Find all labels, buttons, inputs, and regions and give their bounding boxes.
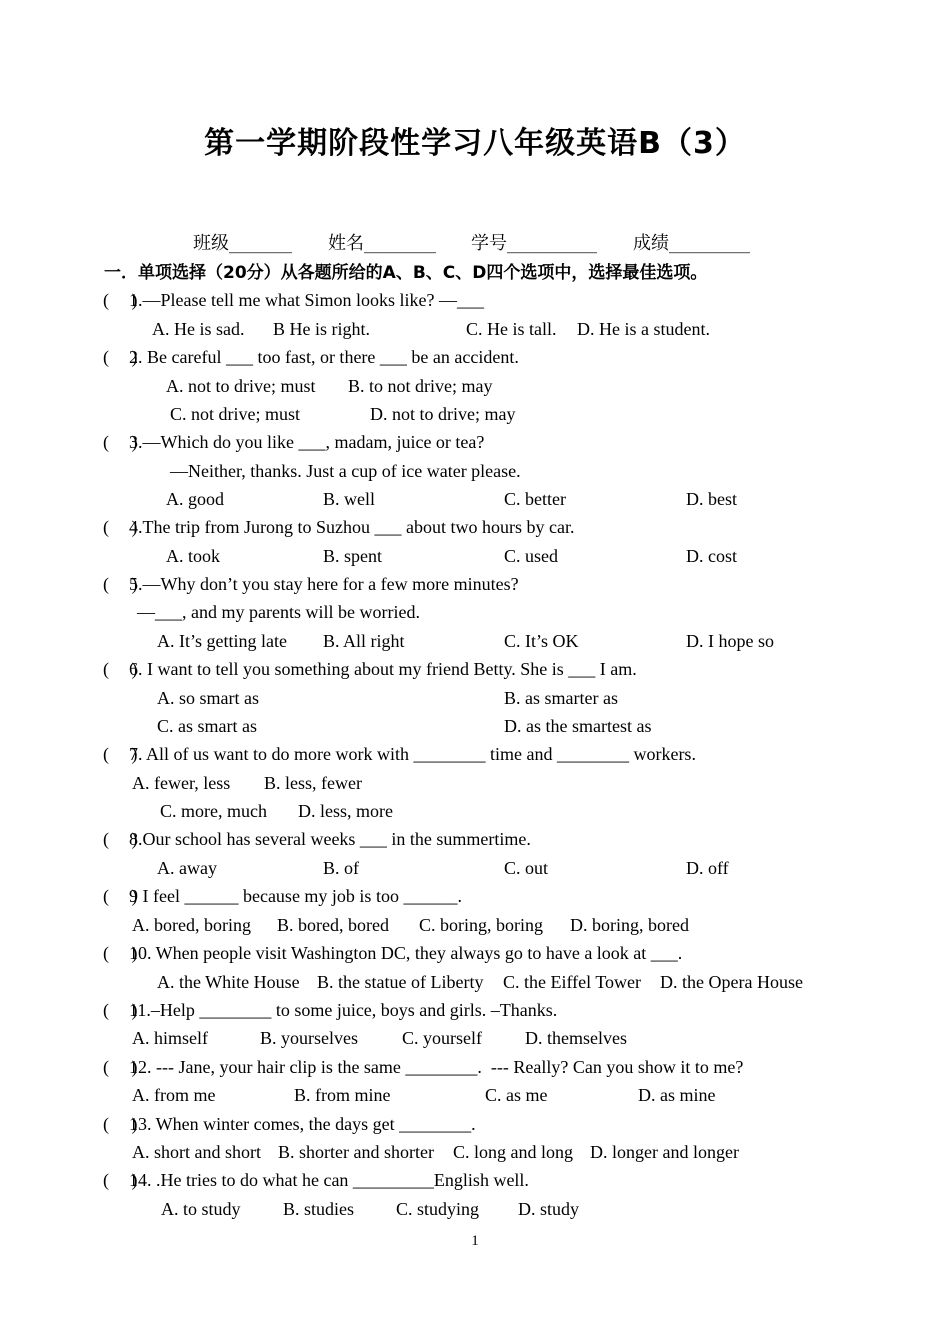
section-heading: 一．单项选择（20分）从各题所给的A、B、C、D四个选项中，选择最佳选项。: [104, 263, 708, 283]
question-stem: 9 I feel ______ because my job is too ______.: [129, 886, 462, 906]
answer-bracket[interactable]: ( ): [103, 1057, 138, 1077]
option-d: D. less, more: [298, 801, 393, 821]
question-stem: 14. .He tries to do what he can _________English well.: [129, 1170, 529, 1190]
option-c: C. not drive; must: [170, 404, 300, 424]
option-b: B. less, fewer: [264, 773, 362, 793]
option-a: A. bored, boring: [132, 915, 251, 935]
option-c: C. long and long: [453, 1142, 573, 1162]
option-c: C. better: [504, 489, 566, 509]
option-b: B He is right.: [273, 319, 370, 339]
option-b: B. the statue of Liberty: [317, 972, 484, 992]
question-stem: 7. All of us want to do more work with ________ time and ________ workers.: [129, 744, 696, 764]
option-d: D. themselves: [525, 1028, 627, 1048]
question-stem: 2. Be careful ___ too fast, or there ___ be an accident.: [129, 347, 519, 367]
option-d: D. as mine: [638, 1085, 716, 1105]
answer-bracket[interactable]: ( ): [103, 574, 138, 594]
option-b: B. to not drive; may: [348, 376, 493, 396]
option-d: D. as the smartest as: [504, 716, 652, 736]
option-b: B. as smarter as: [504, 688, 618, 708]
question-stem: 4.The trip from Jurong to Suzhou ___ about two hours by car.: [129, 517, 575, 537]
option-d: D. not to drive; may: [370, 404, 516, 424]
option-c: C. the Eiffel Tower: [503, 972, 642, 992]
option-a: A. not to drive; must: [166, 376, 316, 396]
question-stem: 13. When winter comes, the days get ________.: [129, 1114, 476, 1134]
question-stem-continued: —___, and my parents will be worried.: [137, 602, 420, 622]
option-b: B. from mine: [294, 1085, 391, 1105]
option-a: A. took: [166, 546, 220, 566]
answer-bracket[interactable]: ( ): [103, 886, 138, 906]
answer-bracket[interactable]: ( ): [103, 1000, 138, 1020]
answer-bracket[interactable]: ( ): [103, 290, 138, 310]
student-number-field[interactable]: 学号__________: [471, 233, 597, 254]
option-a: A. from me: [132, 1085, 216, 1105]
option-b: B. well: [323, 489, 375, 509]
option-c: C. It’s OK: [504, 631, 579, 651]
option-a: A. himself: [132, 1028, 208, 1048]
option-d: D. best: [686, 489, 737, 509]
answer-bracket[interactable]: ( ): [103, 829, 138, 849]
option-a: A. It’s getting late: [157, 631, 287, 651]
class-field[interactable]: 班级_______: [193, 233, 292, 254]
option-c: C. boring, boring: [419, 915, 543, 935]
question-stem: 11.–Help ________ to some juice, boys and girls. –Thanks.: [129, 1000, 558, 1020]
option-a: A. away: [157, 858, 217, 878]
page-number: 1: [471, 1233, 479, 1249]
option-d: D. I hope so: [686, 631, 774, 651]
option-c: C. as smart as: [157, 716, 257, 736]
option-b: B. studies: [283, 1199, 355, 1219]
answer-bracket[interactable]: ( ): [103, 744, 138, 764]
score-field[interactable]: 成绩_________: [633, 233, 750, 254]
name-field[interactable]: 姓名________: [328, 233, 436, 254]
answer-bracket[interactable]: ( ): [103, 432, 138, 452]
answer-bracket[interactable]: ( ): [103, 943, 138, 963]
question-stem: 3.—Which do you like ___, madam, juice or tea?: [129, 432, 485, 452]
option-c: C. as me: [485, 1085, 548, 1105]
question-stem-continued: —Neither, thanks. Just a cup of ice water please.: [170, 461, 521, 481]
question-stem: 1.—Please tell me what Simon looks like? —___: [129, 290, 484, 310]
answer-bracket[interactable]: ( ): [103, 659, 138, 679]
option-c: C. yourself: [402, 1028, 482, 1048]
option-a: A. fewer, less: [132, 773, 231, 793]
option-b: B. shorter and shorter: [278, 1142, 434, 1162]
option-c: C. more, much: [160, 801, 267, 821]
option-a: A. short and short: [132, 1142, 261, 1162]
answer-bracket[interactable]: ( ): [103, 1114, 138, 1134]
option-a: A. the White House: [157, 972, 300, 992]
option-b: B. All right: [323, 631, 405, 651]
question-stem: 6. I want to tell you something about my friend Betty. She is ___ I am.: [129, 659, 637, 679]
question-stem: 10. When people visit Washington DC, they always go to have a look at ___.: [129, 943, 683, 963]
option-c: C. He is tall.: [466, 319, 557, 339]
option-c: C. out: [504, 858, 549, 878]
option-d: D. He is a student.: [577, 319, 710, 339]
answer-bracket[interactable]: ( ): [103, 347, 138, 367]
option-c: C. used: [504, 546, 558, 566]
option-a: A. good: [166, 489, 224, 509]
page-title: 第一学期阶段性学习八年级英语B（3）: [204, 126, 746, 161]
option-b: B. spent: [323, 546, 383, 566]
option-d: D. boring, bored: [570, 915, 689, 935]
option-a: A. so smart as: [157, 688, 259, 708]
option-d: D. cost: [686, 546, 737, 566]
option-b: B. of: [323, 858, 359, 878]
option-b: B. bored, bored: [277, 915, 389, 935]
option-d: D. longer and longer: [590, 1142, 739, 1162]
option-c: C. studying: [396, 1199, 480, 1219]
question-stem: 12. --- Jane, your hair clip is the same ________. --- Really? Can you show it to me?: [129, 1057, 744, 1077]
option-d: D. study: [518, 1199, 580, 1219]
option-a: A. to study: [161, 1199, 241, 1219]
option-d: D. off: [686, 858, 729, 878]
question-stem: 8.Our school has several weeks ___ in the summertime.: [129, 829, 531, 849]
answer-bracket[interactable]: ( ): [103, 517, 138, 537]
answer-bracket[interactable]: ( ): [103, 1170, 138, 1190]
option-b: B. yourselves: [260, 1028, 358, 1048]
option-d: D. the Opera House: [660, 972, 803, 992]
option-a: A. He is sad.: [152, 319, 245, 339]
question-stem: 5.—Why don’t you stay here for a few more minutes?: [129, 574, 519, 594]
